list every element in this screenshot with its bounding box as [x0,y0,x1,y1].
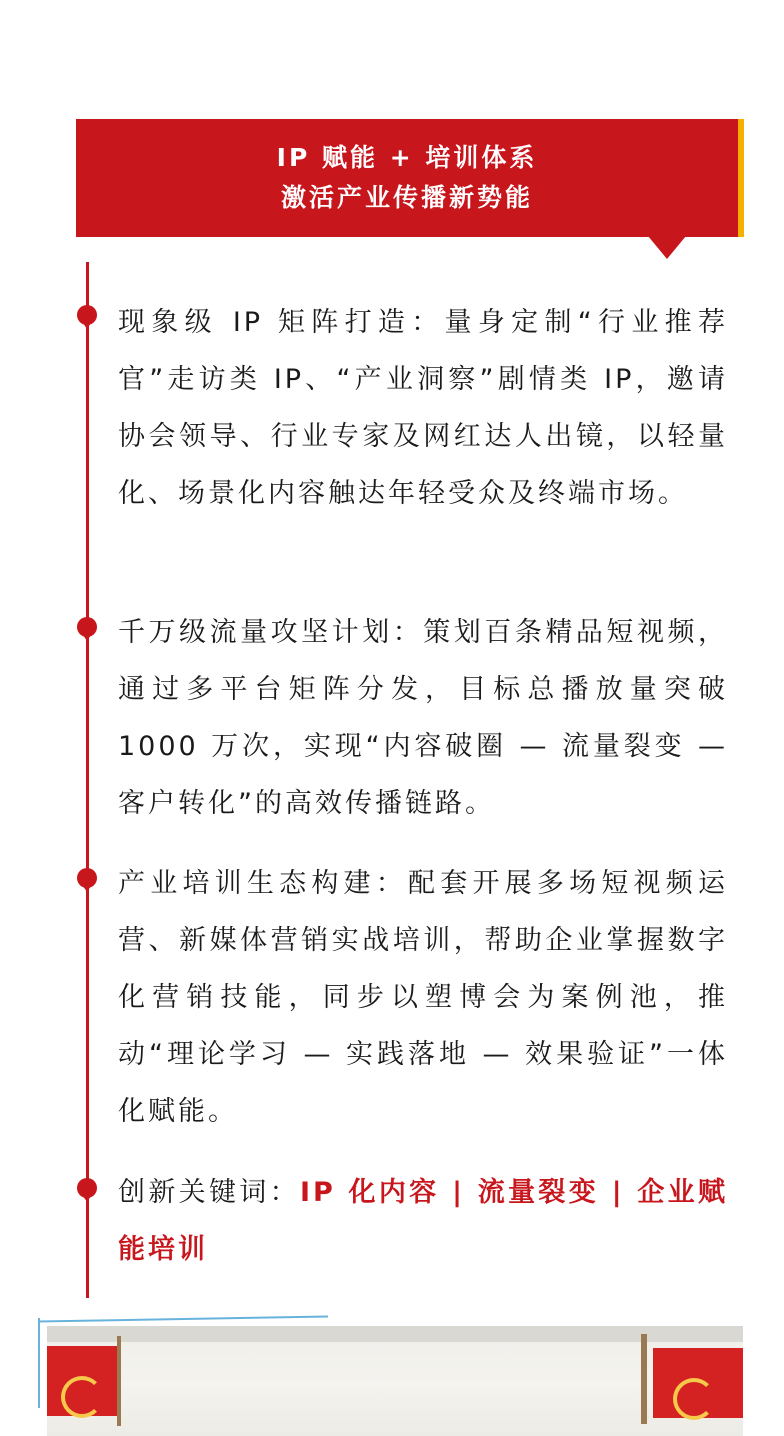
bullet-pin-icon [77,617,97,637]
party-emblem-icon [673,1378,715,1420]
party-emblem-icon [61,1376,103,1418]
photo-frame-left [38,1318,40,1408]
item-traffic-plan: 千万级流量攻坚计划：策划百条精品短视频，通过多平台矩阵分发，目标总播放量突破 1000 万次，实现“内容破圈 — 流量裂变 — 客户转化”的高效传播链路。 [118,617,728,819]
event-photo [47,1326,743,1436]
banner-accent-edge [738,119,744,237]
item-ip-matrix: 现象级 IP 矩阵打造：量身定制“行业推荐官”走访类 IP、“产业洞察”剧情类 IP，邀请协会领导、行业专家及网红达人出镜，以轻量化、场景化内容触达年轻受众及终端市场。 [118,307,728,509]
keywords-value: IP 化内容 | 流量裂变 | 企业赋能培训 [118,1177,728,1265]
item-keywords [118,1164,728,1278]
timeline-line [86,262,89,1298]
flag-pole-right [641,1334,647,1424]
keywords-label: 创新关键词： [118,1177,300,1208]
flag-pole-left [117,1336,121,1426]
banner-title-line2: 激活产业传播新势能 [280,183,533,212]
photo-frame-top [38,1315,328,1322]
flag-right [653,1348,743,1418]
banner-pointer-icon [648,236,686,259]
bullet-pin-icon [77,868,97,888]
section-banner [76,119,738,237]
bullet-pin-icon [77,305,97,325]
item-training-ecosystem: 产业培训生态构建：配套开展多场短视频运营、新媒体营销实战培训，帮助企业掌握数字化营销技能，同步以塑博会为案例池，推动“理论学习 — 实践落地 — 效果验证”一体化赋能。 [118,868,728,1127]
banner-title-line1: IP 赋能 + 培训体系 [276,143,538,172]
flag-left [47,1346,119,1416]
photo-ceiling [47,1326,743,1342]
bullet-pin-icon [77,1178,97,1198]
